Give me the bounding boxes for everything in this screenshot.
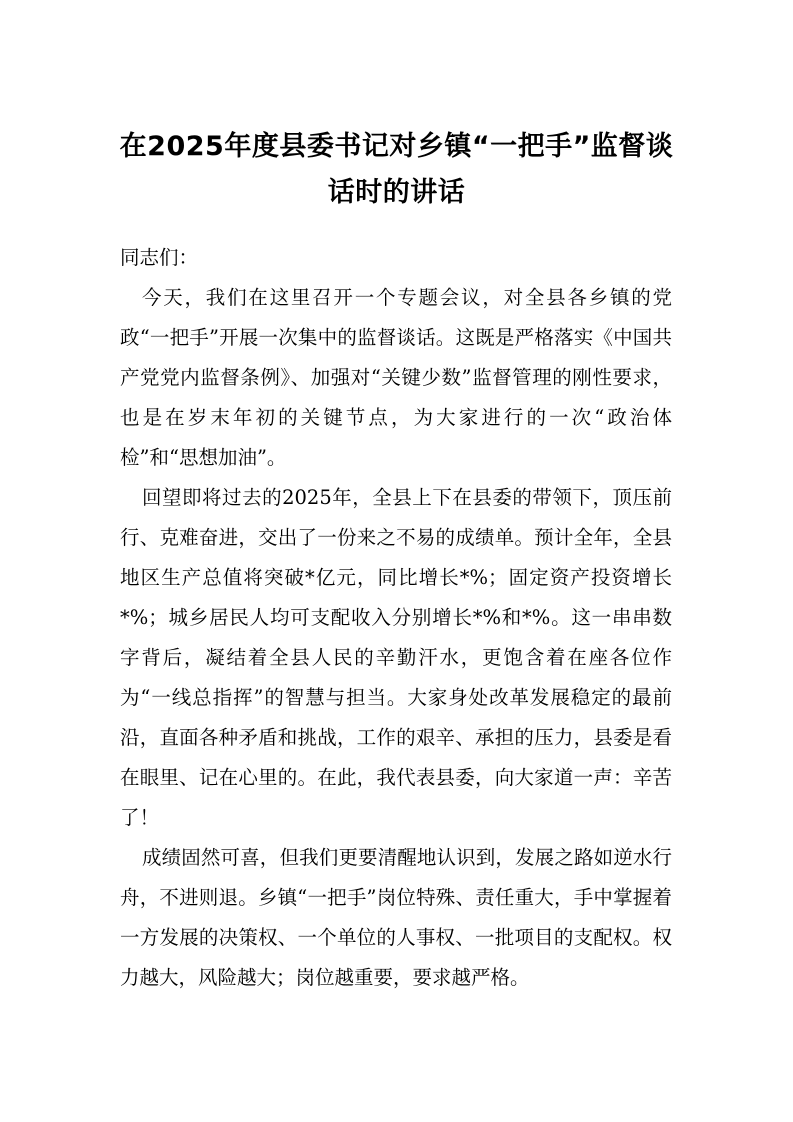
paragraph-review: 回望即将过去的2025年，全县上下在县委的带领下，顶压前行、克难奋进，交出了一份来之不易的成绩单。预计全年，全县地区生产总值将突破*亿元，同比增长*%；固定资产投资增长*%；城乡居民人均可支配收入分别增长*%和*%。这一串串数字背后，凝结着全县人民的辛勤汗水，更饱含着在座各位作为“一线总指挥”的智慧与担当。大家身处改革发展稳定的最前沿，直面各种矛盾和挑战，工作的艰辛、承担的压力，县委是看在眼里、记在心里的。在此，我代表县委，向大家道一声：辛苦了！ [120,486,672,829]
paragraph-warning: 成绩固然可喜，但我们更要清醒地认识到，发展之路如逆水行舟，不进则退。乡镇“一把手”岗位特殊、责任重大，手中掌握着一方发展的决策权、一个单位的人事权、一批项目的支配权。权力越大，风险越大；岗位越重要，要求越严格。 [120,846,672,989]
paragraph-intro: 今天，我们在这里召开一个专题会议，对全县各乡镇的党政“一把手”开展一次集中的监督谈话。这既是严格落实《中国共产党党内监督条例》、加强对“关键少数”监督管理的刚性要求，也是在岁末年初的关键节点，为大家进行的一次“政治体检”和“思想加油”。 [120,286,672,469]
document-title: 在2025年度县委书记对乡镇“一把手”监督谈话时的讲话 [119,131,674,208]
salutation: 同志们： [120,246,199,269]
document-body [120,238,672,998]
